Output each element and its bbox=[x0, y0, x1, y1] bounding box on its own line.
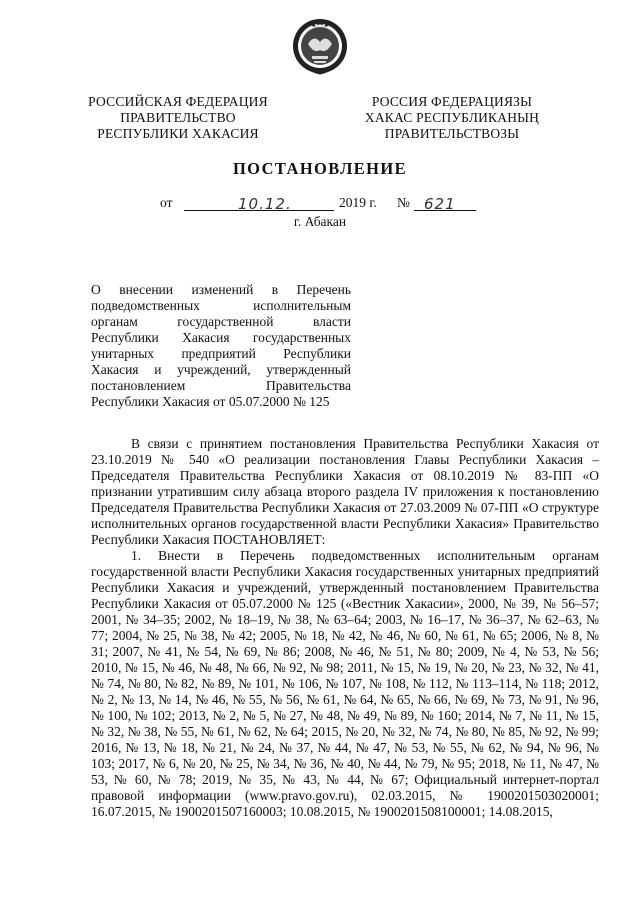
body-paragraph: 1. Внести в Перечень подведомственных исполнительным органам государственной власти Республики Хакасия государственных унитарных предприятий Республики Хакасия и учреждений, утвержденный постановлением Правительства Республики Хакасия от 05.07.2000 № 125 («Вестник Хакасии», 2000, № 39, № 56–57; 2001, № 34–35; 2002, № 18–19, № 38, № 63–64; 2003, № 16–17, № 36–37, № 62–63, № 77; 2004, № 25, № 38, № 42; 2005, № 18, № 42, № 46, № 60, № 61, № 65; 2006, № 8, № 31; 2007, № 41, № 54, № 69, № 86; 2008, № 46, № 51, № 80; 2009, № 4, № 53, № 56; 2010, № 15, № 46, № 48, № 66, № 92, № 98; 2011, № 15, № 19, № 20, № 23, № 32, № 41, № 74, № 80, № 82, № 89, № 101, № 106, № 107, № 108, № 112, № 113–114, № 118; 2012, № 2, № 13, № 14, № 46, № 55, № 56, № 61, № 64, № 65, № 66, № 69, № 73, № 91, № 96, № 100, № 102; 2013, № 2, № 5, № 27, № 48, № 49, № 89, № 160; 2014, № 7, № 11, № 15, № 32, № 38, № 55, № 61, № 62, № 64; 2015, № 20, № 32, № 74, № 80, № 85, № 92, № 99; 2016, № 13, № 18, № 21, № 24, № 37, № 44, № 47, № 53, № 55, № 62, № 94, № 96, № 103; 2017, № 6, № 20, № 25, № 34, № 36, № 40, № 44, № 79, № 95; 2018, № 11, № 47, № 53, № 60, № 78; 2019, № 35, № 43, № 44, № 67; Официальный интернет-портал правовой информации (www.pravo.gov.ru), 02.03.2015, № 1900201503020001; 16.07.2015, № 1900201507160003; 10.08.2015, № 1900201508100001; 14.08.2015, bbox=[91, 548, 599, 819]
header-left-line: РЕСПУБЛИКИ ХАКАСИЯ bbox=[97, 126, 259, 141]
document-title: ПОСТАНОВЛЕНИЕ bbox=[232, 159, 408, 178]
header-right-line: ХАКАС РЕСПУБЛИКАНЫҢ bbox=[364, 110, 540, 125]
subject-line: Хакасия и учреждений, утвержденный bbox=[91, 362, 351, 377]
subject-line: О внесении изменений в Перечень bbox=[91, 282, 351, 297]
header-right-khakas bbox=[352, 94, 552, 142]
subject-line: подведомственных исполнительным bbox=[91, 298, 351, 313]
subject-line: постановлением Правительства bbox=[91, 378, 351, 393]
header-left-line: ПРАВИТЕЛЬСТВО bbox=[120, 110, 236, 125]
subject-line: Республики Хакасия государственных bbox=[91, 330, 351, 345]
coat-of-arms-emblem bbox=[290, 14, 350, 76]
handwritten-date: 10.12. bbox=[238, 195, 292, 213]
subject-line: унитарных предприятий Республики bbox=[91, 346, 351, 361]
document-body bbox=[91, 436, 599, 820]
subject-line: органам государственной власти bbox=[91, 314, 351, 329]
header-left-ru bbox=[78, 94, 278, 142]
subject-line: Республики Хакасия от 05.07.2000 № 125 bbox=[91, 394, 330, 409]
number-sign: № bbox=[397, 195, 410, 210]
handwritten-number: 621 bbox=[424, 195, 456, 213]
header-right-line: РОССИЯ ФЕДЕРАЦИЯЗЫ bbox=[371, 94, 533, 109]
body-paragraph: В связи с принятием постановления Правительства Республики Хакасия от 23.10.2019 № 540 «О реализации постановления Главы Республики Хакасия – Председателя Правительства Республики Хакасия от 08.10.2019 № 83-ПП «О признании утратившим силу абзаца второго раздела IV приложения к постановлению Председателя Правительства Республики Хакасия от 27.03.2009 № 07-ПП «О структуре исполнительных органов государственной власти Республики Хакасия» Правительство Республики Хакасия ПОСТАНОВЛЯЕТ: bbox=[91, 436, 599, 547]
subject-block bbox=[91, 282, 351, 410]
header-left-line: РОССИЙСКАЯ ФЕДЕРАЦИЯ bbox=[88, 94, 268, 109]
header-right-line: ПРАВИТЕЛЬСТВОЗЫ bbox=[384, 126, 520, 141]
date-prefix: от bbox=[160, 195, 173, 210]
year-label: 2019 г. bbox=[339, 195, 377, 210]
city-label: г. Абакан bbox=[293, 214, 347, 229]
date-number-line bbox=[0, 195, 640, 213]
